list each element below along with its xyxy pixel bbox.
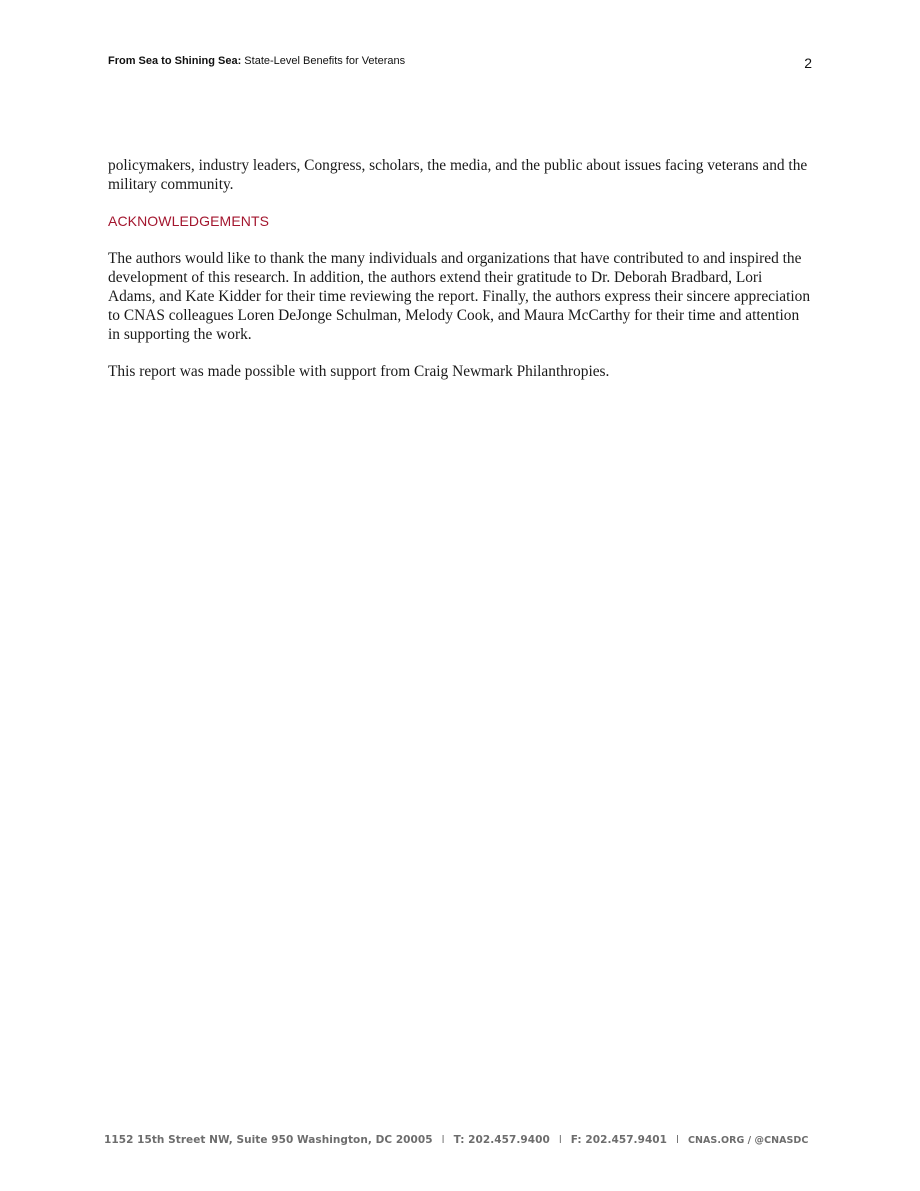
footer-phone: T: 202.457.9400	[453, 1134, 550, 1146]
footer-separator: l	[441, 1134, 445, 1146]
footer-separator: l	[676, 1134, 679, 1146]
header-title-bold: From Sea to Shining Sea:	[108, 55, 242, 67]
page-number: 2	[804, 55, 812, 71]
running-header	[108, 55, 812, 71]
acknowledgements-heading: ACKNOWLEDGEMENTS	[108, 213, 270, 229]
main-content	[108, 156, 812, 381]
support-paragraph: This report was made possible with support from Craig Newmark Philanthropies.	[108, 363, 610, 380]
footer-web: CNAS.ORG / @CNASDC	[688, 1135, 809, 1146]
continued-paragraph: policymakers, industry leaders, Congress, scholars, the media, and the public about issues facing veterans and the military community.	[108, 157, 808, 193]
footer-address: 1152 15th Street NW, Suite 950 Washington, DC 20005	[104, 1134, 433, 1146]
footer-separator: l	[558, 1134, 562, 1146]
footer-fax: F: 202.457.9401	[570, 1134, 668, 1146]
header-title-rest: State-Level Benefits for Veterans	[241, 55, 406, 67]
acknowledgements-paragraph: The authors would like to thank the many individuals and organizations that have contributed to and inspired the development of this research. In addition, the authors extend their gratitude to Dr. Deborah Bradbard, Lori Adams, and Kate Kidder for their time reviewing the report. Finally, the authors express their sincere appreciation to CNAS colleagues Loren DeJonge Schulman, Melody Cook, and Maura McCarthy for their time and attention in supporting the work.	[108, 250, 811, 343]
page-footer	[104, 1134, 824, 1146]
